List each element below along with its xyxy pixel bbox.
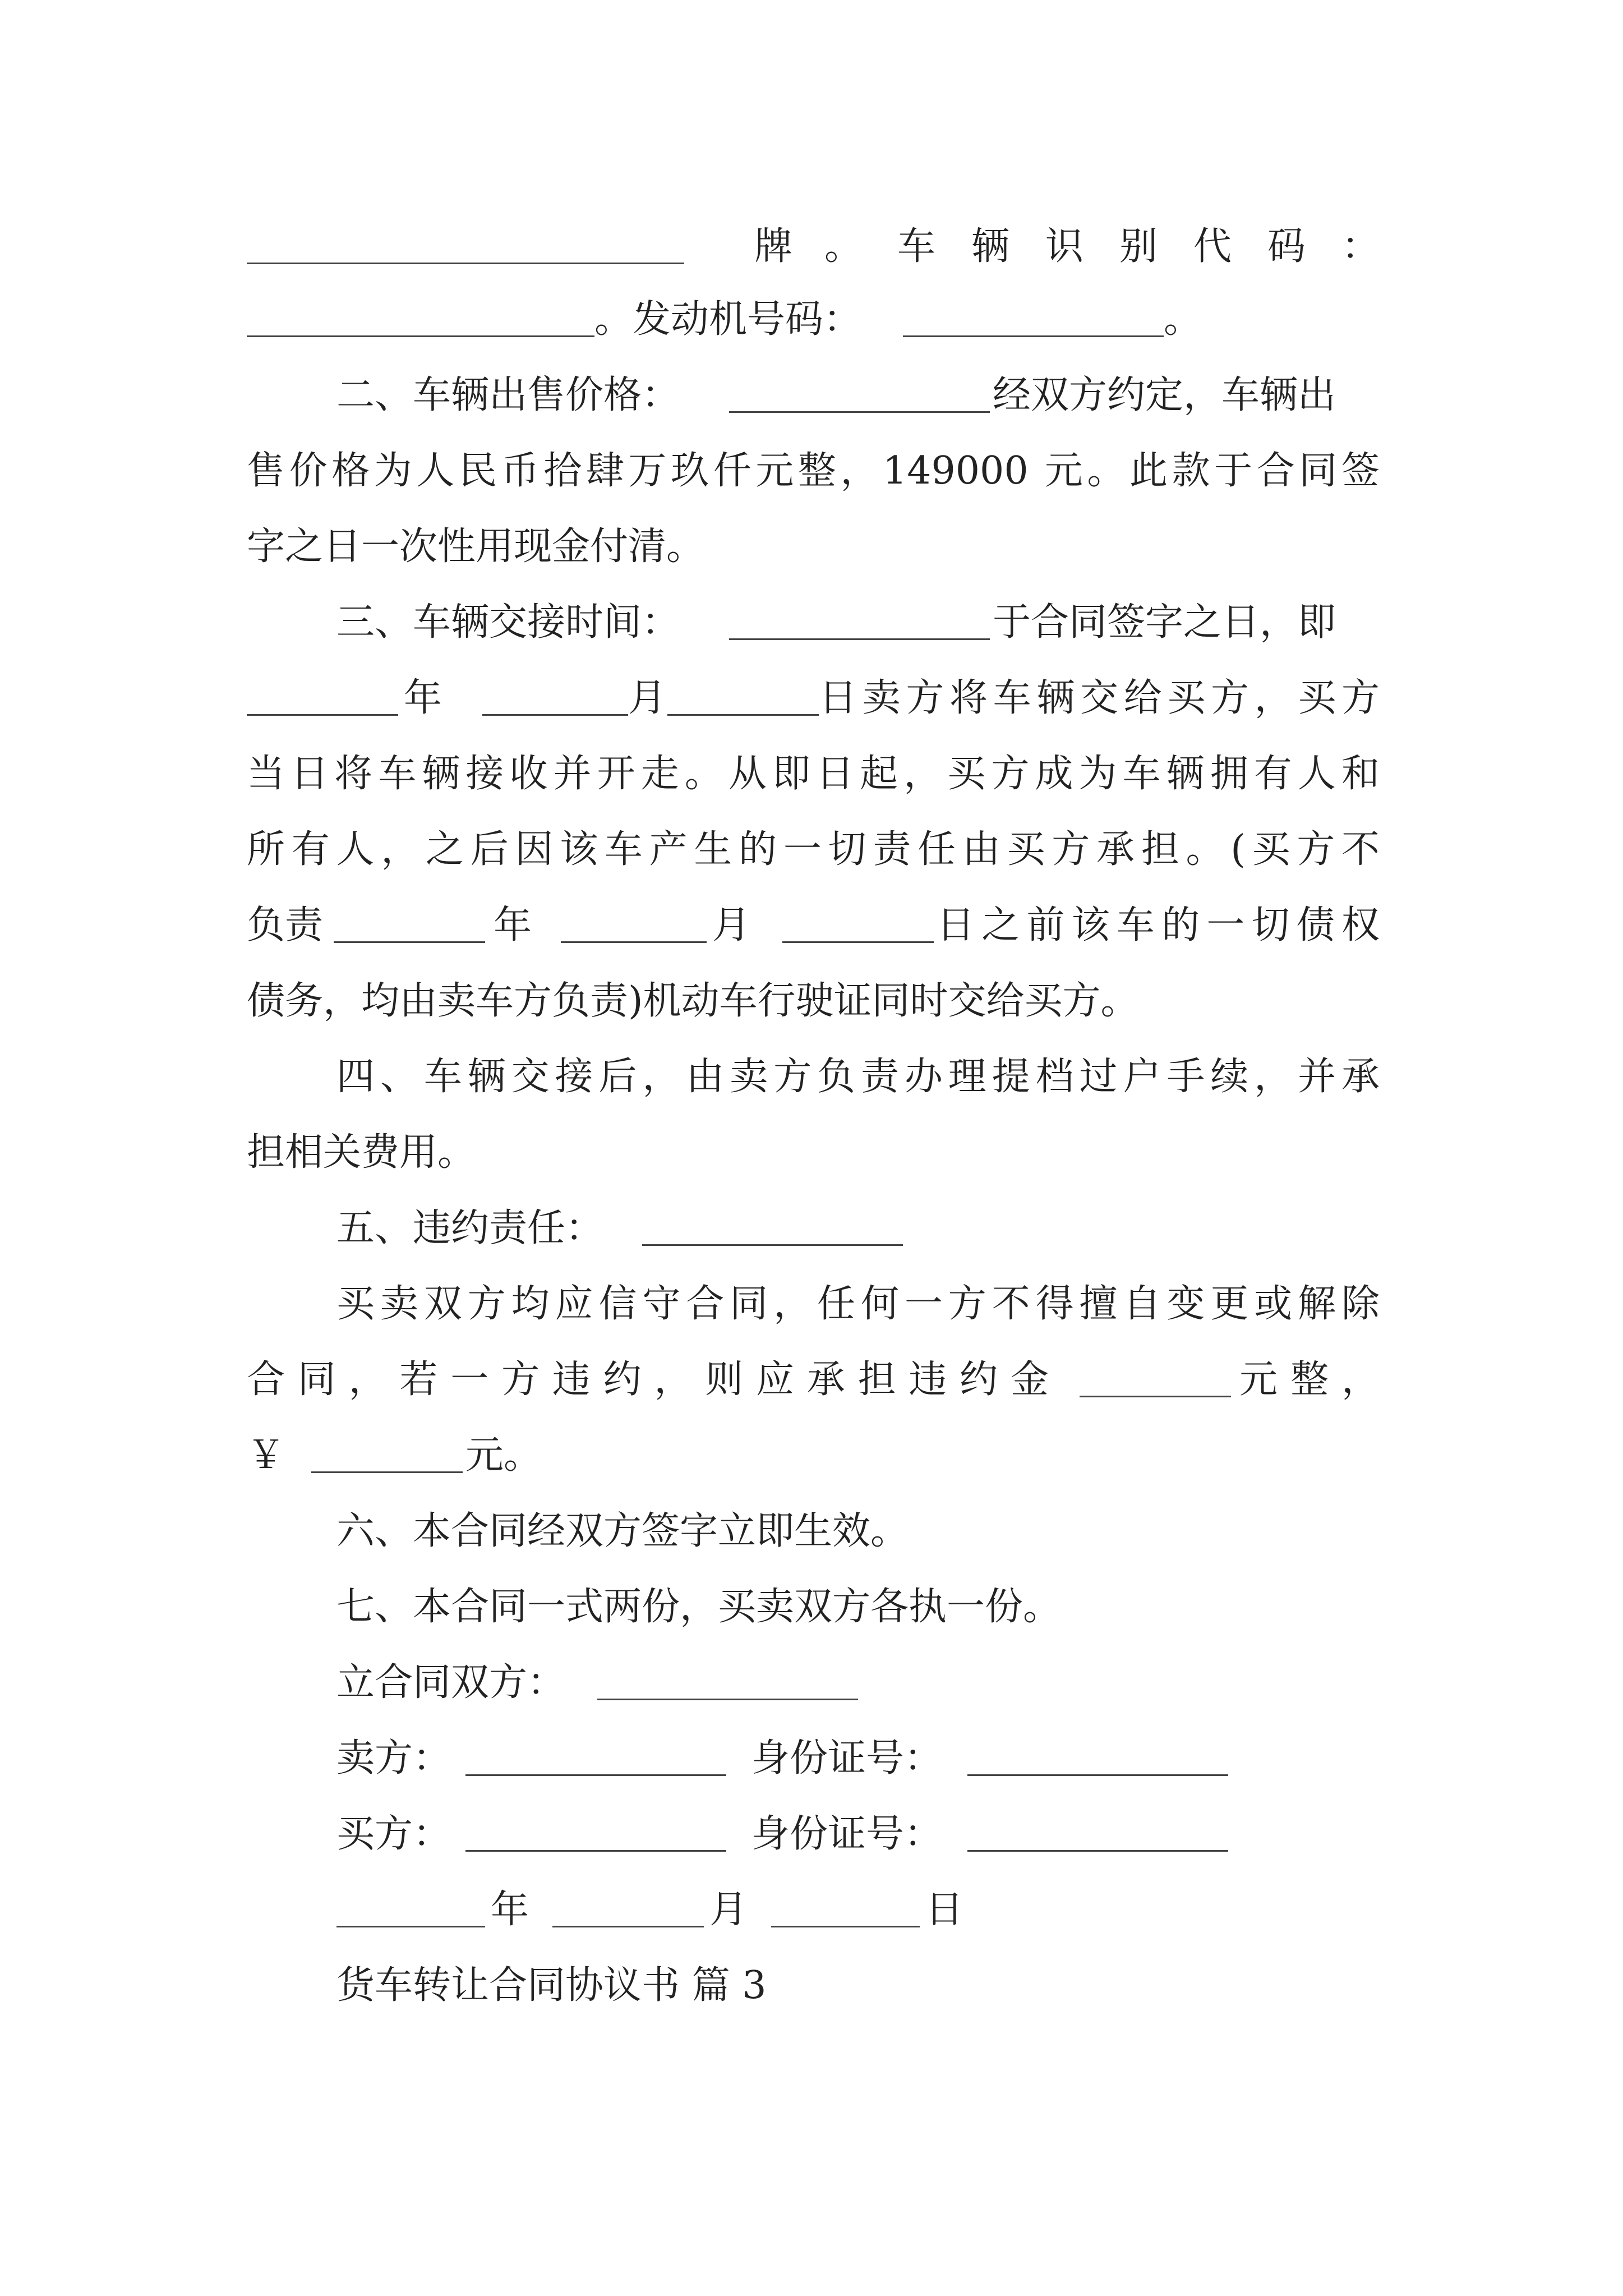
blank-year [334, 895, 485, 943]
text-day: 日 [925, 1888, 964, 1932]
text-engine-end: 。 [1164, 297, 1202, 342]
text-line [0, 819, 1623, 881]
blank-price [729, 365, 990, 413]
text-line [0, 1349, 1623, 1411]
text-month: 月 [712, 903, 751, 947]
blank-buyer [465, 1803, 726, 1852]
blank-penalty [1080, 1349, 1231, 1397]
text-year: 年 [491, 1888, 529, 1932]
blank-buyer-id [967, 1803, 1228, 1852]
text-debts-end: 债务，均由卖车方负责)机动车行驶证同时交给买方。 [247, 979, 1139, 1023]
text-buyer-id-label: 身份证号： [751, 1812, 943, 1856]
blank-month [482, 668, 628, 716]
text-line [0, 743, 1623, 805]
text-line [0, 1501, 1623, 1562]
text-line [0, 440, 1623, 502]
text-breach-body: 买卖双方均应信守合同，任何一方不得擅自变更或解除 [336, 1282, 1380, 1326]
text-vin-label: 车辆识别代码： [897, 224, 1380, 269]
text-line [0, 895, 1623, 956]
blank-month [561, 895, 707, 943]
text-line [0, 970, 1623, 1032]
text-line [0, 1803, 1623, 1865]
text-line [0, 1955, 1623, 2017]
text-fees: 担相关费用。 [247, 1130, 476, 1175]
text-price-body: 经双方约定，车辆出 [993, 373, 1336, 417]
text-line [0, 1198, 1623, 1259]
text-day-handover: 日卖方将车辆交给买方，买方 [819, 676, 1380, 720]
text-yuan: 元。 [465, 1433, 542, 1478]
blank-month [552, 1879, 704, 1927]
text-month: 月 [628, 676, 667, 720]
text-line [0, 216, 1623, 278]
text-line [0, 1425, 1623, 1487]
text-buyer-label: 买方： [336, 1812, 451, 1856]
text-period: 。 [824, 224, 863, 269]
text-month: 月 [709, 1888, 748, 1932]
text-seller-id-label: 身份证号： [751, 1736, 943, 1780]
text-parties-label: 立合同双方： [336, 1660, 566, 1705]
text-line [0, 1273, 1623, 1335]
text-line [0, 1728, 1623, 1789]
text-price-label: 二、车辆出售价格： [336, 373, 680, 417]
blank-seller-id [967, 1728, 1228, 1776]
text-yuanzheng: 元整， [1239, 1358, 1380, 1402]
text-seller-label: 卖方： [336, 1736, 451, 1780]
blank-year [336, 1879, 485, 1927]
text-copies: 七、本合同一式两份，买卖双方各执一份。 [336, 1585, 1062, 1629]
text-pai: 牌 [754, 224, 793, 269]
blank-yen-amount [311, 1425, 463, 1473]
text-line [0, 1879, 1623, 1941]
text-handover-label: 三、车辆交接时间： [336, 600, 680, 645]
text-price-amount: 售价格为人民币拾肆万玖仟元整，149000 元。此款于合同签 [247, 449, 1380, 493]
text-line [0, 592, 1623, 654]
blank-day [782, 895, 934, 943]
blank-seller [465, 1728, 726, 1776]
text-line [0, 1576, 1623, 1638]
blank-year [247, 668, 398, 716]
text-yen: ￥ [247, 1433, 285, 1478]
text-liability: 所有人，之后因该车产生的一切责任由买方承担。(买方不 [247, 827, 1380, 872]
text-handover-body: 于合同签字之日，即 [993, 600, 1336, 645]
blank-parties [597, 1652, 858, 1700]
text-engine-label: 。发动机号码： [594, 297, 862, 342]
text-transfer: 四、车辆交接后，由卖方负责办理提档过户手续，并承 [336, 1055, 1380, 1099]
text-line [0, 1652, 1623, 1714]
text-line [0, 516, 1623, 578]
text-debts: 日之前该车的一切债权 [937, 903, 1380, 947]
text-line [0, 668, 1623, 729]
text-line [0, 1046, 1623, 1108]
blank-engine-number [903, 289, 1164, 337]
blank-plate-number [247, 216, 684, 264]
text-payment: 字之日一次性用现金付清。 [247, 524, 705, 569]
blank-breach [642, 1198, 903, 1246]
text-penalty: 合同，若一方违约，则应承担违约金 [247, 1358, 1049, 1402]
text-line [0, 289, 1623, 351]
text-ownership: 当日将车辆接收并开走。从即日起，买方成为车辆拥有人和 [247, 752, 1380, 796]
text-year: 年 [494, 903, 532, 947]
text-effective: 六、本合同经双方签字立即生效。 [336, 1509, 909, 1553]
blank-day [771, 1879, 920, 1927]
text-line [0, 365, 1623, 426]
blank-day [667, 668, 819, 716]
text-breach-label: 五、违约责任： [336, 1206, 604, 1250]
text-line [0, 1122, 1623, 1184]
blank-vin [247, 289, 594, 337]
blank-handover-time [729, 592, 990, 640]
text-fuze: 负责 [247, 903, 324, 947]
text-year: 年 [404, 676, 442, 720]
next-section-heading: 货车转让合同协议书 篇 3 [336, 1963, 767, 2008]
